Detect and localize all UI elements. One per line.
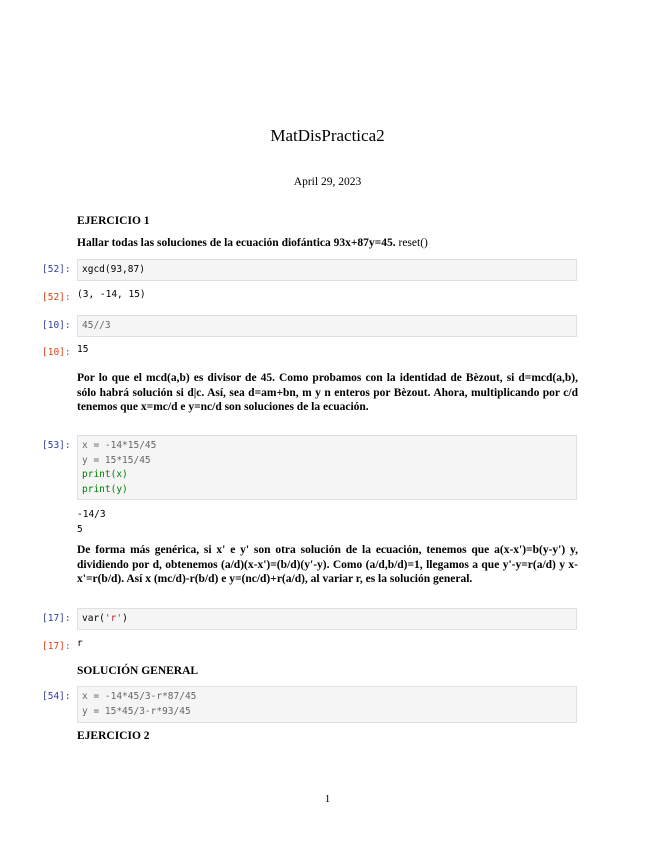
cell-output (77, 508, 106, 537)
document-date: April 29, 2023 (293, 176, 362, 188)
cell-output-prompt: [52]: (42, 292, 71, 303)
code-line: print(y) (82, 483, 128, 495)
cell-output: r (77, 638, 83, 649)
cell-input-prompt: [52]: (42, 264, 71, 275)
paragraph-bezout: Por lo que el mcd(a,b) es divisor de 45. Como probamos con la identidad de Bèzout, si d=mcd(a,b), sólo habrá solución si d|c. Así, sea d=am+bn, m y n enteros por Bèzout. Ahora, multiplicando por c/d tenemos que x=mc/d e y=nc/d son soluciones de la ecuación. (77, 372, 578, 413)
exercise-1-heading: EJERCICIO 1 (77, 215, 150, 227)
general-solution-heading: SOLUCIÓN GENERAL (77, 665, 199, 677)
exercise-2-heading: EJERCICIO 2 (77, 730, 150, 742)
code-line: 45//3 (82, 320, 111, 331)
code-line: y = 15*45/3-r*93/45 (82, 705, 191, 717)
code-cell[interactable] (77, 259, 577, 281)
cell-input-prompt: [54]: (42, 691, 71, 702)
code-cell[interactable] (77, 686, 577, 723)
code-string: 'r' (104, 613, 123, 624)
output-line: 5 (77, 523, 83, 535)
page-number: 1 (324, 793, 331, 805)
cell-output: 15 (77, 344, 89, 355)
code-cell[interactable] (77, 608, 577, 630)
cell-output: (3, -14, 15) (77, 289, 146, 300)
cell-output-prompt: [17]: (42, 641, 71, 652)
code-line: xgcd(93,87) (82, 264, 145, 275)
code-cell[interactable] (77, 435, 577, 500)
cell-input-prompt: [53]: (42, 440, 71, 451)
paragraph-general: De forma más genérica, si x' e y' son otra solución de la ecuación, tenemos que a(x-x')=b(y-y') y, dividiendo por d, obtenemos (a/d)(x-x')=(b/d)(y'-y). Como (a/d,b/d)=1, llegamos a que y'-y=r(a/d) y x-x'=r(b/d). Así x (mc/d)-r(b/d) e y=(nc/d)+r(a/d), al variar r, es la solución general. (77, 544, 578, 585)
code-cell[interactable] (77, 315, 577, 337)
cell-input-prompt: [10]: (42, 320, 71, 331)
code-line: x = -14*45/3-r*87/45 (82, 691, 197, 702)
code-line: y = 15*15/45 (82, 454, 151, 466)
exercise-1-statement (77, 236, 578, 251)
document-title: MatDisPractica2 (270, 126, 385, 145)
code-line: x = -14*15/45 (82, 440, 157, 451)
code-text: var( (82, 613, 105, 624)
exercise-1-statement-text: Hallar todas las soluciones de la ecuación diofántica 93x+87y=45. (77, 237, 396, 249)
cell-input-prompt: [17]: (42, 613, 71, 624)
output-line: -14/3 (77, 509, 106, 520)
code-line: print(x) (82, 469, 128, 480)
code-text: ) (122, 613, 128, 624)
reset-text: reset() (398, 237, 428, 249)
cell-output-prompt: [10]: (42, 347, 71, 358)
